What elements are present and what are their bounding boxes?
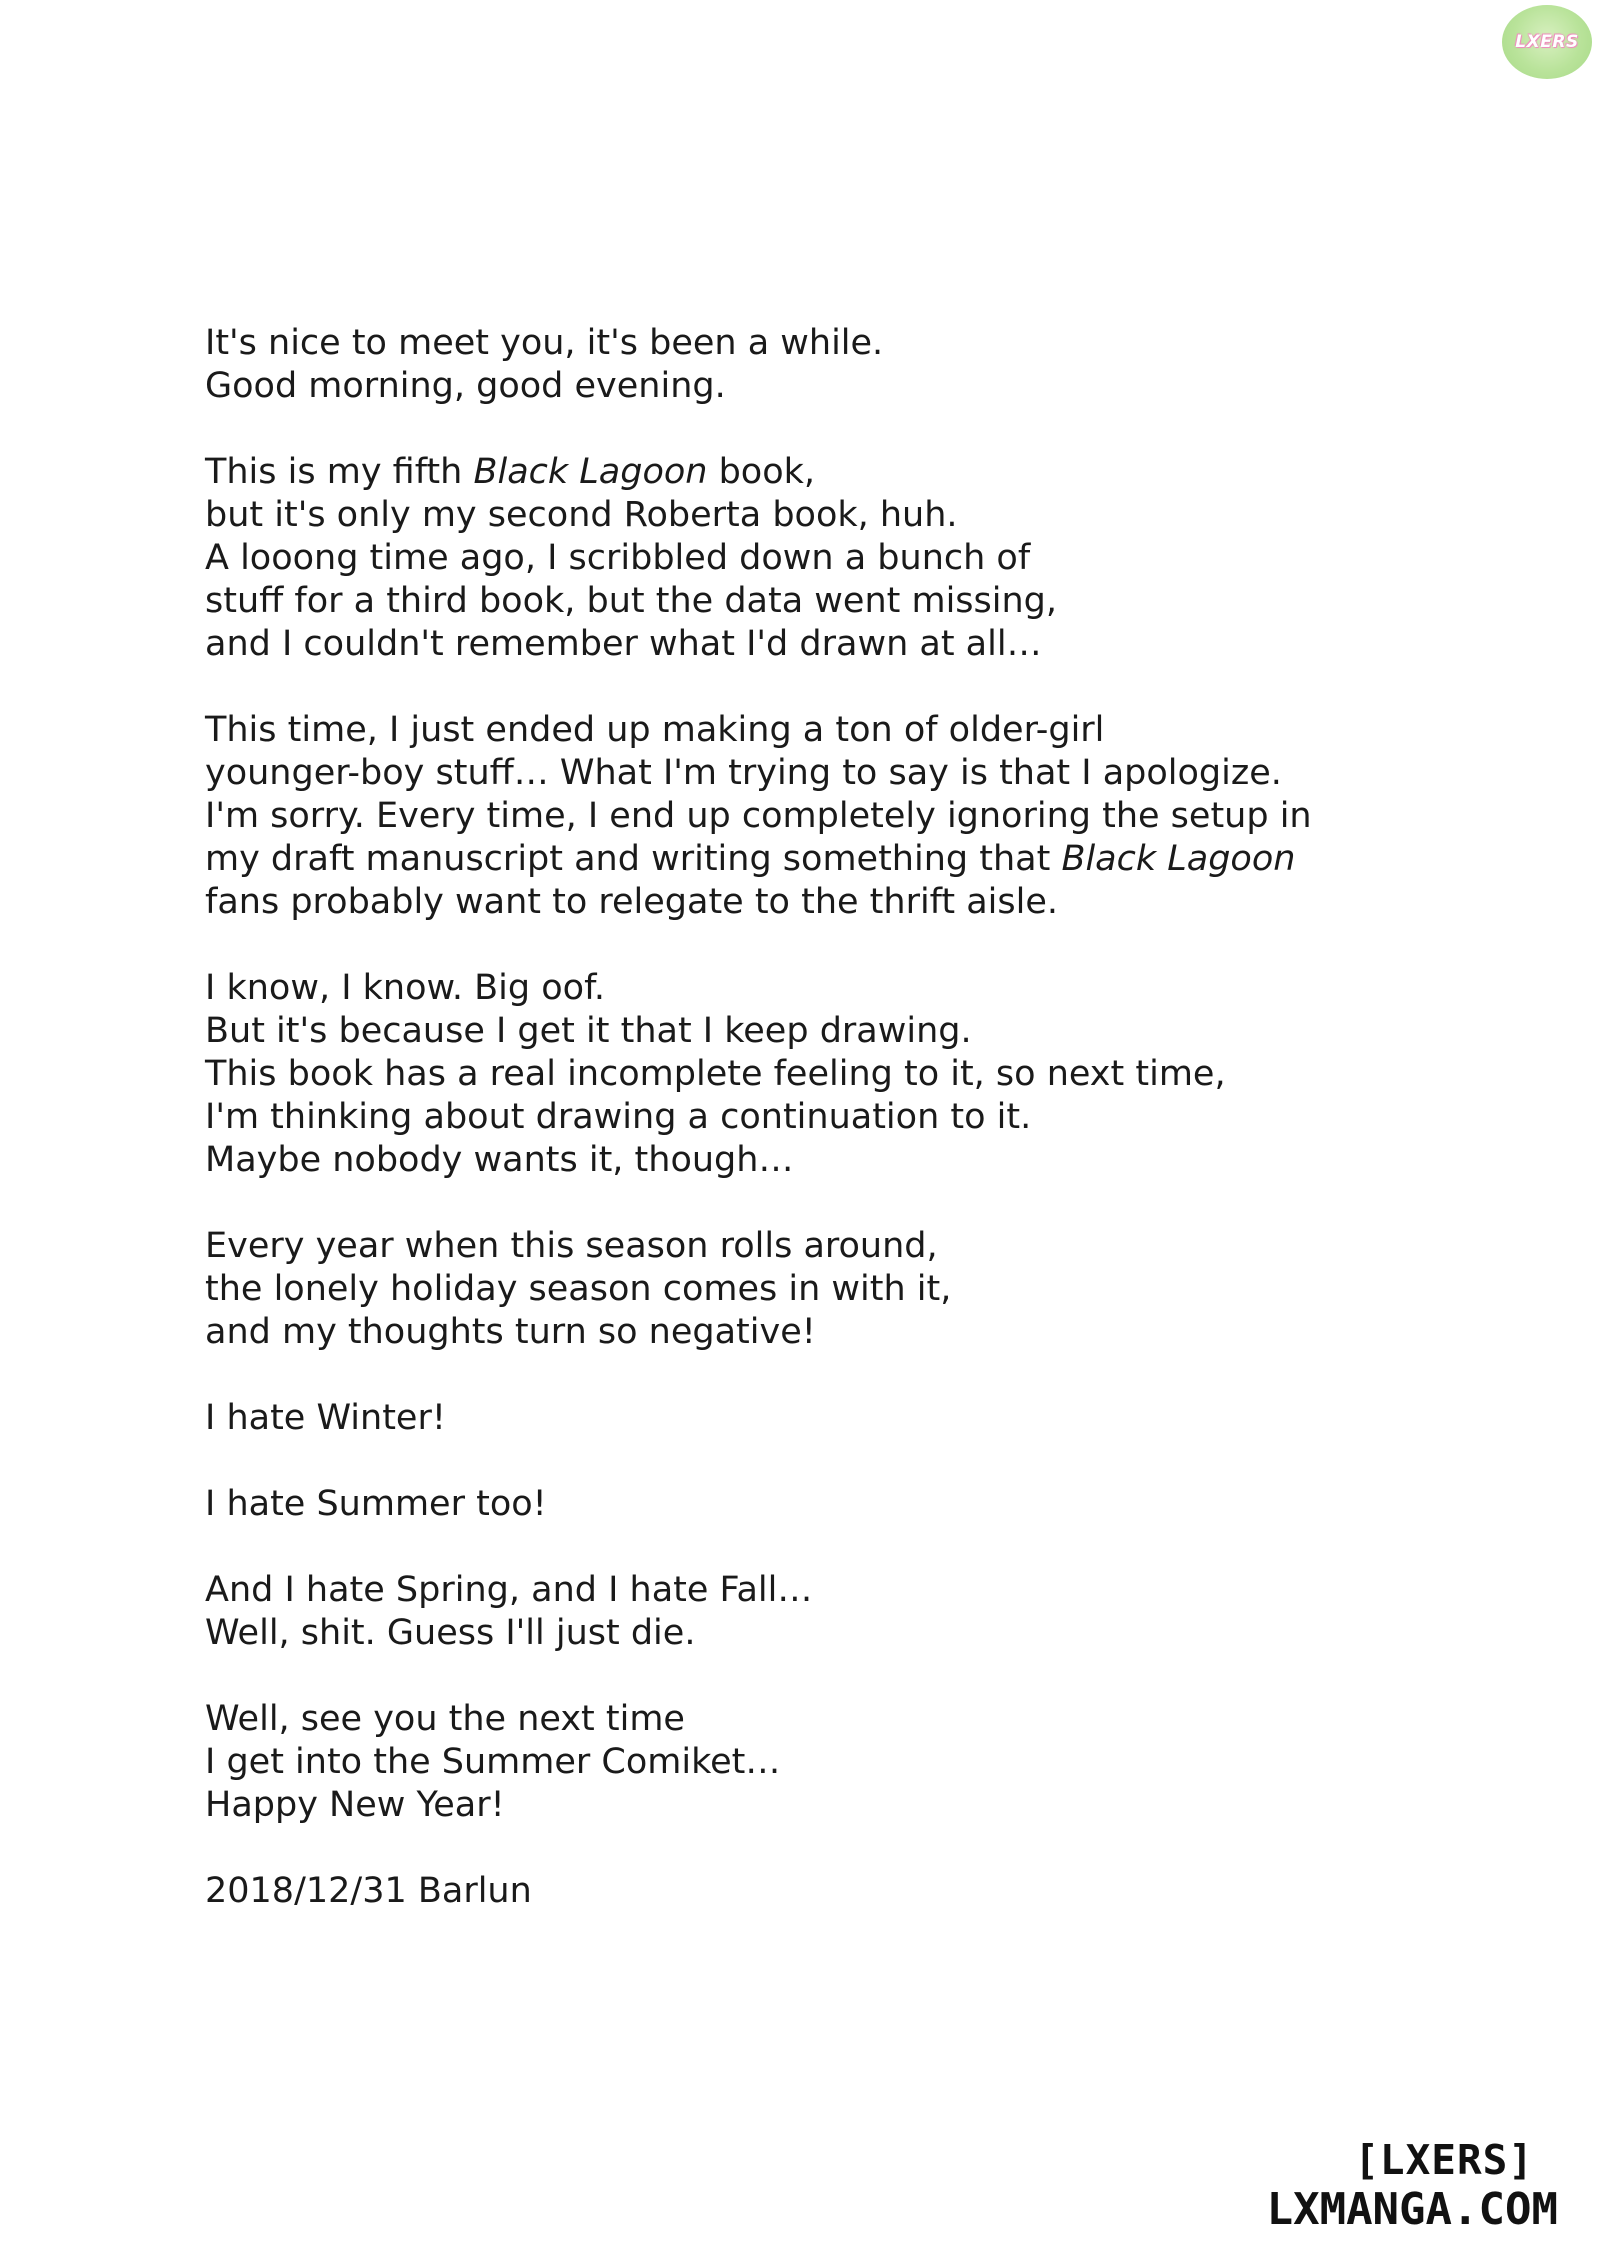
text-line (205, 451, 1455, 494)
text-line: And I hate Spring, and I hate Fall… (205, 1570, 813, 1610)
text-fragment: This is my fifth (205, 452, 474, 492)
signature-line: 2018/12/31 Barlun (205, 1871, 532, 1911)
text-line: younger-boy stuff… What I'm trying to say is that I apologize. (205, 753, 1282, 793)
afterword-letter (205, 322, 1455, 1913)
text-line: I'm thinking about drawing a continuation to it. (205, 1097, 1032, 1137)
text-line: Maybe nobody wants it, though… (205, 1140, 794, 1180)
text-line: but it's only my second Roberta book, huh. (205, 495, 958, 535)
text-line: But it's because I get it that I keep drawing. (205, 1011, 972, 1051)
text-line: I'm sorry. Every time, I end up completely ignoring the setup in (205, 796, 1312, 836)
text-line: I hate Summer too! (205, 1484, 547, 1524)
text-line: and I couldn't remember what I'd drawn at all… (205, 624, 1042, 664)
text-fragment: my draft manuscript and writing something that (205, 839, 1062, 879)
book-title: Black Lagoon (473, 452, 708, 492)
text-line: Every year when this season rolls around, (205, 1226, 938, 1266)
paragraph-greeting (205, 322, 1455, 408)
paragraph-hate-spring-fall (205, 1569, 1455, 1655)
text-fragment: book, (707, 452, 816, 492)
footer-watermark-bracket-text: [LXERS] (1354, 2136, 1534, 2184)
text-line: A looong time ago, I scribbled down a bunch of (205, 538, 1031, 578)
text-line: This book has a real incomplete feeling to it, so next time, (205, 1054, 1226, 1094)
text-line: This time, I just ended up making a ton of older-girl (205, 710, 1105, 750)
text-line: the lonely holiday season comes in with it, (205, 1269, 952, 1309)
text-line: I hate Winter! (205, 1398, 446, 1438)
text-line: I get into the Summer Comiket… (205, 1742, 781, 1782)
text-line: Happy New Year! (205, 1785, 505, 1825)
paragraph-hate-summer (205, 1483, 1455, 1526)
paragraph-season (205, 1225, 1455, 1354)
paragraph-apology (205, 709, 1455, 924)
text-line (205, 838, 1455, 881)
text-line: Well, shit. Guess I'll just die. (205, 1613, 696, 1653)
paragraph-fifth-book (205, 451, 1455, 666)
signature (205, 1870, 1455, 1913)
lxers-badge-logo (1502, 5, 1592, 79)
badge-logo-text: LXERS (1515, 32, 1579, 52)
text-line: It's nice to meet you, it's been a while. (205, 323, 884, 363)
text-line: Good morning, good evening. (205, 366, 726, 406)
lxmanga-footer-watermark (1267, 2136, 1558, 2236)
book-title: Black Lagoon (1061, 839, 1296, 879)
paragraph-hate-winter (205, 1397, 1455, 1440)
footer-watermark-site-text: LXMANGA.COM (1266, 2184, 1558, 2235)
text-line: and my thoughts turn so negative! (205, 1312, 816, 1352)
paragraph-continuation (205, 967, 1455, 1182)
paragraph-closing (205, 1698, 1455, 1827)
text-line: Well, see you the next time (205, 1699, 685, 1739)
text-line: fans probably want to relegate to the thrift aisle. (205, 882, 1059, 922)
text-line: stuff for a third book, but the data went missing, (205, 581, 1058, 621)
text-line: I know, I know. Big oof. (205, 968, 605, 1008)
